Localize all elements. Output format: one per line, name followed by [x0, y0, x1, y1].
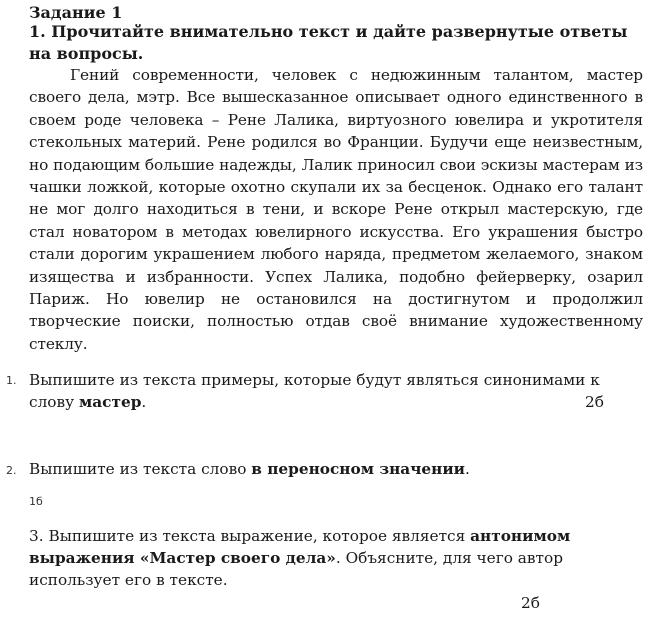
question-1-points: 2б: [585, 393, 604, 411]
question-3-points: 2б: [521, 594, 540, 612]
question-3-keyword-1: антонимом: [470, 527, 571, 545]
assignment-title: Задание 1: [29, 3, 123, 22]
question-2: [29, 458, 629, 480]
reading-passage: Гений современности, человек с недюжинным талантом, мастер своего дела, мэтр. Все вышесказанное описывает одного единственного в своем роде человека – Рене Лалика, виртуозного ювелира и укротителя стекольных материй. Рене родился во Франции. Будучи еще неизвестным, но подающим большие надежды, Лалик приносил свои эскизы мастерам из чашки ложкой, которые охотно скупали их за бесценок. Однако его талант не мог долго находиться в тени, и вскоре Рене открыл мастерскую, где стал новатором в методах ювелирного искусства. Его украшения быстро стали дорогим украшением любого наряда, предметом желаемого, знаком изящества и избранности. Успех Лалика, подобно фейерверку, озарил Париж. Но ювелир не остановился на достигнутом и продолжил творческие поиски, полностью отдав своё внимание художественному стеклу.: [29, 66, 643, 353]
question-1-keyword: мастер: [78, 393, 142, 411]
question-2-keyword: в переносном значении: [251, 460, 466, 478]
question-1-text: Выпишите из текста примеры, которые будут являться синонимами к слову: [29, 371, 600, 411]
question-2-text: Выпишите из текста слово: [29, 460, 252, 478]
question-1: [29, 369, 629, 413]
question-1-number: 1.: [6, 374, 17, 387]
question-2-number: 2.: [6, 464, 17, 477]
question-1-end: .: [141, 393, 147, 411]
question-3-text: 3. Выпишите из текста выражение, которое является: [29, 527, 471, 545]
question-3-end: . Объясните, для чего автор использует его в тексте.: [29, 549, 563, 589]
question-2-end: .: [465, 460, 470, 478]
task-instruction: 1. Прочитайте внимательно текст и дайте развернутые ответы на вопросы.: [29, 22, 628, 63]
question-3: [29, 525, 589, 591]
question-3-keyword-2: выражения «Мастер своего дела»: [29, 549, 336, 567]
question-2-points: 1б: [29, 495, 43, 508]
